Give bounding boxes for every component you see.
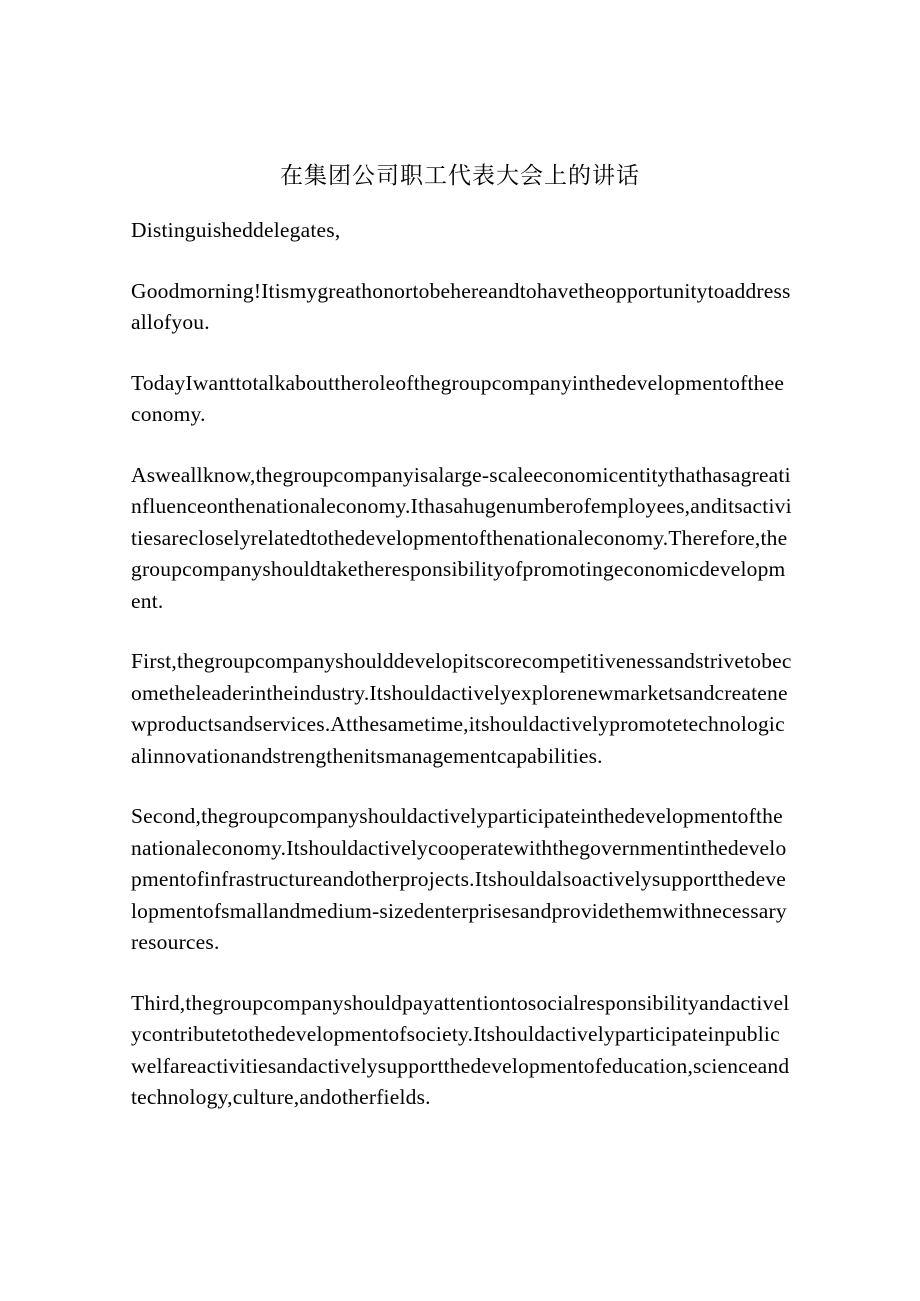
salutation-paragraph: Distinguisheddelegates, — [131, 218, 341, 242]
context-paragraph: Asweallknow,thegroupcompanyisalarge-scaleeconomicentitythathasagreatinfluenceonthenationaleconomy.Ithasahugenumberofemployees,anditsactivitiesarecloselyrelatedtothedevelopmentofthenationaleconomy.Therefore,thegroupcompanyshouldtaketheresponsibilityofpromotingeconomicdevelopment. — [131, 462, 792, 613]
third-point-paragraph: Third,thegroupcompanyshouldpayattentiontosocialresponsibilityandactivelycontributetothedevelopmentofsociety.Itshouldactivelyparticipateinpublicwelfareactivitiesandactivelysupportthedevelopmentofeducation,scienceandtechnology,culture,andotherfields. — [131, 990, 790, 1109]
document-title: 在集团公司职工代表大会上的讲话 — [280, 163, 640, 189]
second-point-paragraph: Second,thegroupcompanyshouldactivelyparticipateinthedevelopmentofthenationaleconomy.Itshouldactivelycooperatewiththegovernmentinthedevelopmentofinfrastructureandotherprojects.Itshouldalsoactivelysupportthedevelopmentofsmallandmedium-sizedenterprisesandprovidethemwithnecessaryresources. — [131, 804, 787, 954]
topic-paragraph: TodayIwanttotalkabouttheroleofthegroupcompanyinthedevelopmentoftheeconomy. — [131, 370, 785, 426]
document-body — [131, 215, 792, 1143]
greeting-paragraph: Goodmorning!Itismygreathonortobehereandtohavetheopportunitytoaddressallofyou. — [131, 278, 791, 334]
first-point-paragraph: First,thegroupcompanyshoulddevelopitscorecompetitivenessandstrivetobecometheleaderintheindustry.Itshouldactivelyexplorenewmarketsandcreatenewproductsandservices.Atthesametime,itshouldactivelypromotetechnologicalinnovationandstrengthenitsmanagementcapabilities. — [131, 649, 792, 768]
